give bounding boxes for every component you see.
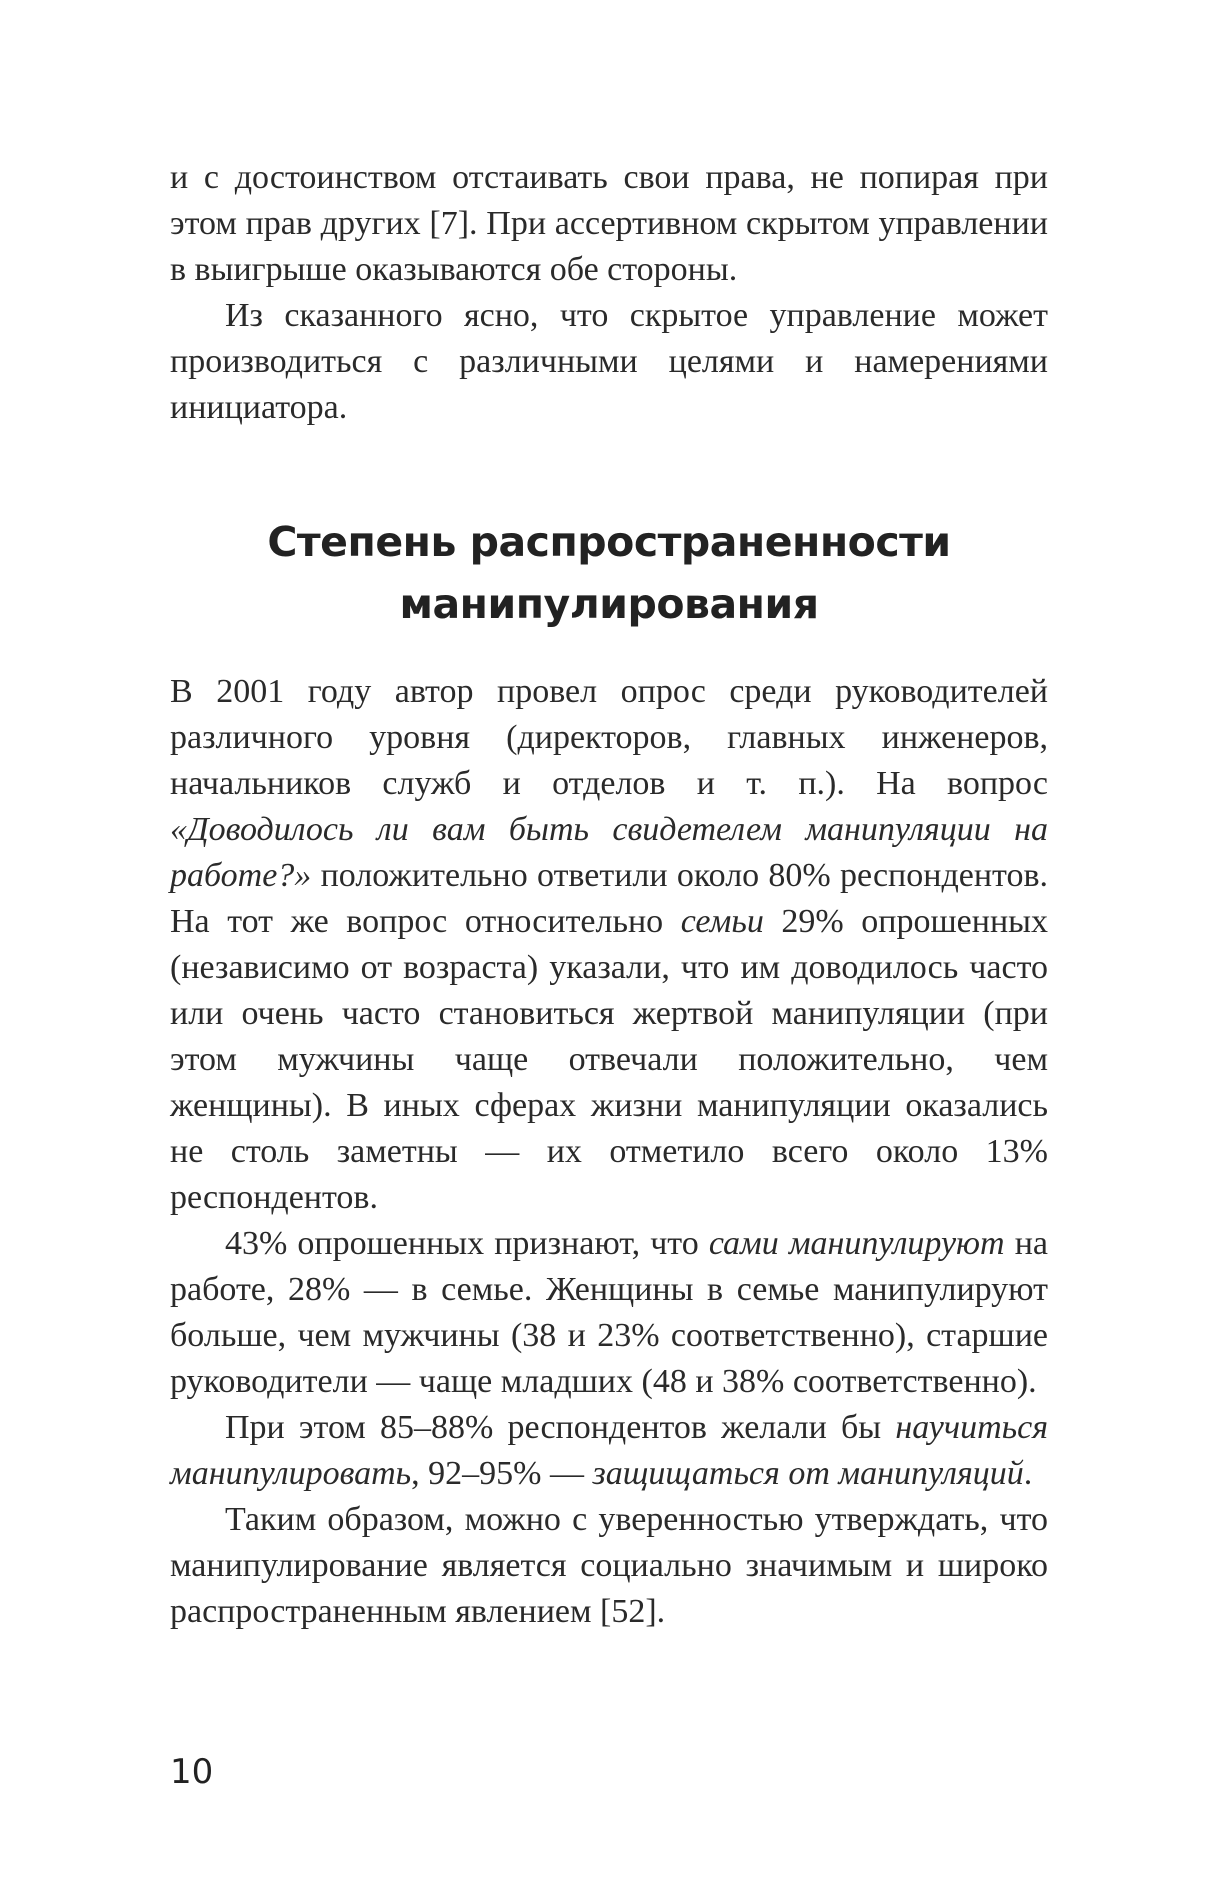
- paragraph-survey-intro: [170, 669, 1048, 1221]
- paragraph-continuation: и с достоинством отстаивать свои права, не попирая при этом прав других [7]. При ассертивном скрытом управлении в выигрыше оказываются обе стороны.: [170, 159, 1048, 288]
- section-heading-line-1: Степень распространенности: [267, 518, 951, 566]
- page-number: 10: [170, 1752, 214, 1792]
- family-italic: семьи: [680, 903, 764, 940]
- paragraph-self-manipulation: [170, 1221, 1048, 1405]
- survey-intro-end: 29% опрошенных (независимо от возраста) указали, что им доводилось часто или очень часто становиться жертвой манипуляции (при этом мужчины чаще отвечали положительно, чем женщины). В иных сферах жизни манипуляции оказались не столь заметны — их отметило всего около 13% респондентов.: [170, 903, 1048, 1216]
- self-manipulation-start: 43% опрошенных признают, что: [225, 1225, 709, 1262]
- survey-intro-mid: положительно ответили около 80% респондентов. На тот же вопрос относительно: [170, 857, 1048, 940]
- self-manipulation-italic: сами манипулируют: [708, 1225, 1005, 1262]
- paragraph-desire: [170, 1405, 1048, 1497]
- paragraph-summary: Таким образом, можно с уверенностью утверждать, что манипулирование является социально значимым и широко распространенным явлением [52].: [170, 1501, 1048, 1630]
- desire-mid: , 92–95% —: [411, 1455, 593, 1492]
- section-heading: [170, 511, 1048, 635]
- section-heading-line-2: манипулирования: [399, 580, 819, 628]
- survey-question-italic: «Доводилось ли вам быть свидетелем манипуляции на работе?»: [170, 811, 1048, 894]
- book-page-text: [170, 155, 1048, 1635]
- desire-end: .: [1023, 1455, 1033, 1492]
- desire-italic-learn: научиться манипулировать: [170, 1409, 1048, 1492]
- survey-intro-start: В 2001 году автор провел опрос среди руководителей различного уровня (директоров, главных инженеров, начальников служб и отделов и т. п.). На вопрос: [170, 673, 1048, 802]
- paragraph-conclusion: Из сказанного ясно, что скрытое управление может производиться с различными целями и намерениями инициатора.: [170, 297, 1048, 426]
- desire-italic-protect: защищаться от манипуляций: [592, 1455, 1024, 1492]
- desire-start: При этом 85–88% респондентов желали бы: [225, 1409, 896, 1446]
- self-manipulation-end: на работе, 28% — в семье. Женщины в семье манипулируют больше, чем мужчины (38 и 23% соответственно), старшие руководители — чаще младших (48 и 38% соответственно).: [170, 1225, 1048, 1400]
